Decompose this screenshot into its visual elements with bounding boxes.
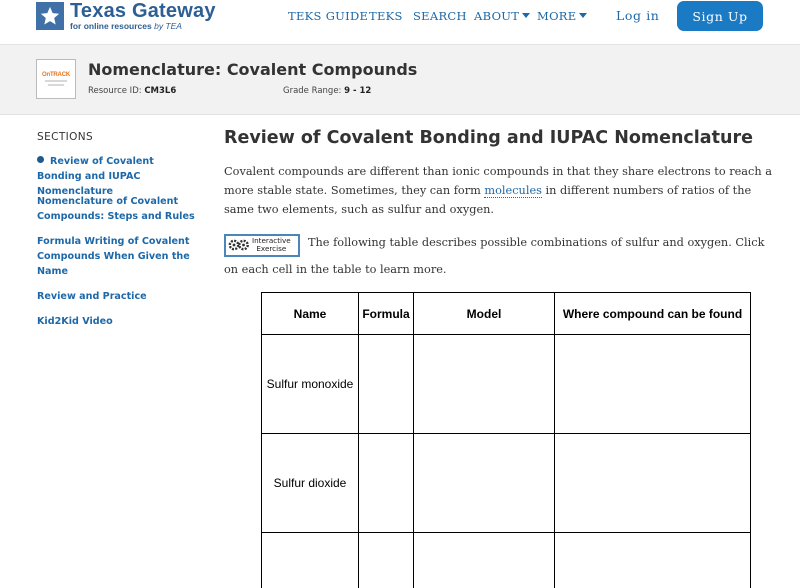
table-cell[interactable] bbox=[414, 434, 555, 533]
badge-line-1: Interactive bbox=[252, 236, 291, 245]
table-cell[interactable] bbox=[555, 434, 751, 533]
resource-id: Resource ID: CM3L6 bbox=[88, 86, 177, 96]
gears-icon bbox=[228, 238, 250, 252]
sidebar-item-review-covalent-bonding[interactable]: Review of Covalent Bonding and IUPAC Nomenclature bbox=[37, 156, 154, 197]
nav-teks-guide[interactable]: TEKS GUIDE bbox=[288, 9, 369, 23]
interactive-exercise-badge bbox=[224, 234, 300, 257]
table-row bbox=[262, 335, 751, 434]
table-cell[interactable] bbox=[414, 533, 555, 588]
table-row bbox=[262, 533, 751, 588]
table-cell[interactable]: Sulfur monoxide bbox=[262, 335, 359, 434]
table-cell[interactable] bbox=[555, 533, 751, 588]
table-cell[interactable] bbox=[262, 533, 359, 588]
section-heading: Review of Covalent Bonding and IUPAC Nomenclature bbox=[224, 128, 753, 148]
top-navigation bbox=[0, 0, 800, 44]
table-header-row bbox=[262, 293, 751, 335]
table-row bbox=[262, 434, 751, 533]
table-cell[interactable] bbox=[555, 335, 751, 434]
molecules-link[interactable]: molecules bbox=[484, 184, 542, 197]
sidebar-item-review-practice[interactable]: Review and Practice bbox=[37, 291, 147, 302]
sulfur-oxygen-table bbox=[261, 292, 751, 588]
resource-thumbnail bbox=[36, 59, 76, 99]
signup-button[interactable]: Sign Up bbox=[677, 1, 763, 31]
intro-paragraph: Covalent compounds are different than ionic compounds in that they share electrons to reach a more stable state. Sometimes, they can form molecules in different numbers of ratios of the same two elements, such as sulfur and oxygen. bbox=[224, 165, 772, 216]
header-formula: Formula bbox=[359, 293, 414, 335]
thumbnail-logo: OnTRACK bbox=[42, 72, 70, 78]
exercise-paragraph: Interactive Exercise The following table describes possible combinations of sulfur and oxygen. Click on each cell in the table to learn more. bbox=[224, 230, 774, 283]
table-cell[interactable] bbox=[359, 335, 414, 434]
chevron-down-icon bbox=[579, 13, 587, 18]
sidebar-item-kid2kid-video[interactable]: Kid2Kid Video bbox=[37, 316, 113, 327]
active-bullet-icon bbox=[37, 156, 44, 163]
nav-teks[interactable]: TEKS bbox=[369, 9, 403, 23]
resource-title: Nomenclature: Covalent Compounds bbox=[88, 60, 418, 79]
chevron-down-icon bbox=[522, 13, 530, 18]
header-name: Name bbox=[262, 293, 359, 335]
table-cell[interactable] bbox=[359, 533, 414, 588]
table-cell[interactable]: Sulfur dioxide bbox=[262, 434, 359, 533]
sections-heading: SECTIONS bbox=[37, 131, 94, 143]
login-link[interactable]: Log in bbox=[616, 8, 660, 23]
nav-more[interactable]: MORE bbox=[537, 8, 587, 24]
sidebar-item-formula-writing[interactable]: Formula Writing of Covalent Compounds When Given the Name bbox=[37, 236, 190, 277]
texas-gateway-logo[interactable] bbox=[36, 0, 216, 34]
resource-header bbox=[0, 44, 800, 115]
badge-line-2: Exercise bbox=[256, 244, 287, 253]
header-location: Where compound can be found bbox=[555, 293, 751, 335]
star-icon bbox=[36, 2, 64, 30]
nav-about[interactable]: ABOUT bbox=[474, 8, 530, 24]
table-cell[interactable] bbox=[359, 434, 414, 533]
nav-search[interactable]: SEARCH bbox=[413, 9, 467, 23]
table-cell[interactable] bbox=[414, 335, 555, 434]
sidebar-item-nomenclature-steps[interactable]: Nomenclature of Covalent Compounds: Steps and Rules bbox=[37, 196, 195, 222]
header-model: Model bbox=[414, 293, 555, 335]
grade-range: Grade Range: 9 - 12 bbox=[283, 86, 372, 96]
logo-title: Texas Gateway bbox=[70, 0, 216, 22]
logo-subtitle: for online resources by TEA bbox=[70, 21, 182, 31]
